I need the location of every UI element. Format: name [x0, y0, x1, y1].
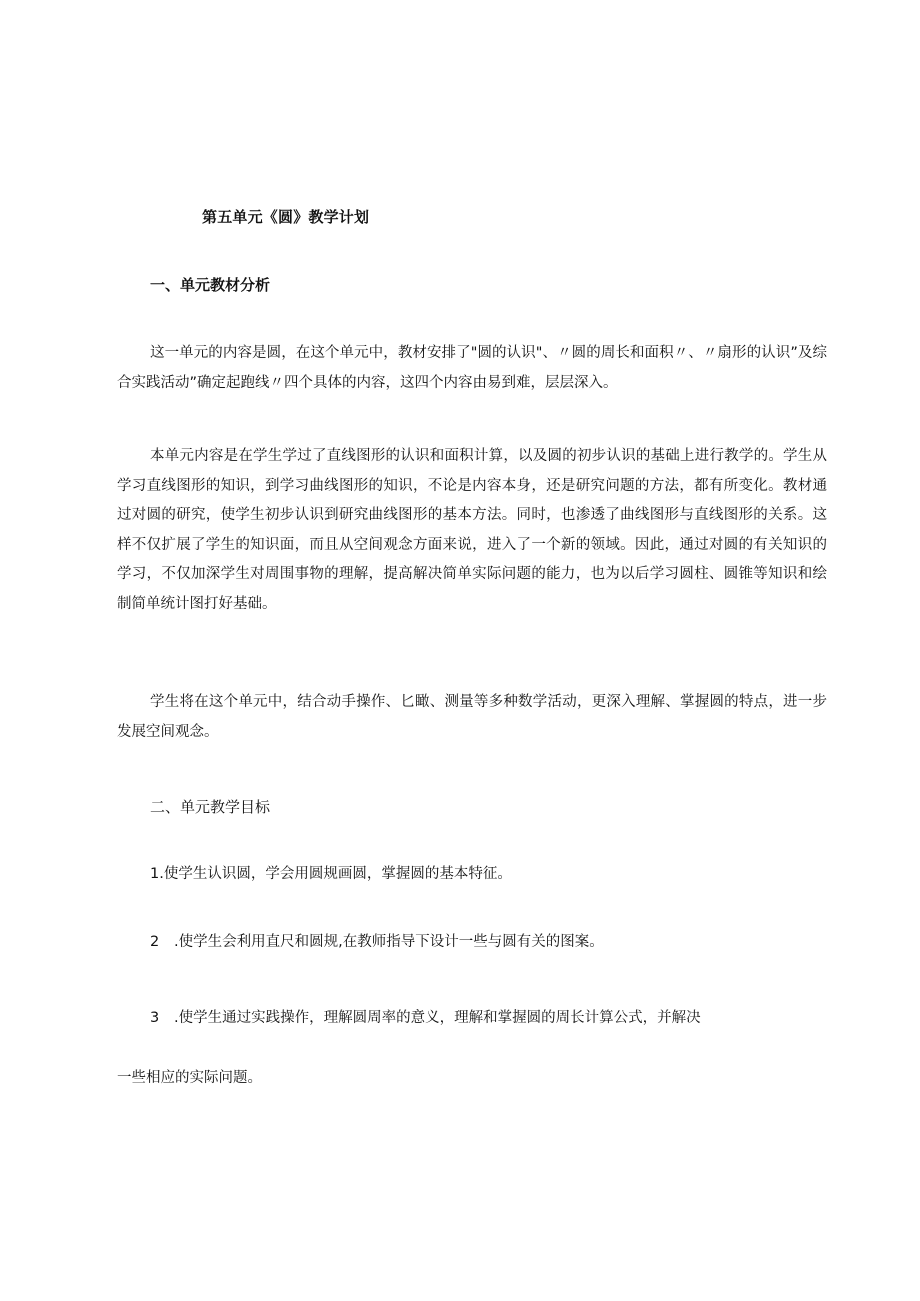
goal-item-3 [150, 1006, 701, 1027]
goal-number: 3 [150, 1010, 160, 1026]
section-heading-goals: 二、单元教学目标 [150, 798, 271, 816]
paragraph-activities: 学生将在这个单元中，结合动手操作、匕瞰、测量等多种数学活动，更深入理解、掌握圆的特点，进一步发展空间观念。 [117, 694, 827, 740]
section-heading-analysis: 一、单元教材分析 [150, 276, 271, 294]
goal-number: 1. [150, 866, 164, 882]
paragraph-background: 本单元内容是在学生学过了直线图形的认识和面积计算，以及圆的初步认识的基础上进行教学的。学生从学习直线图形的知识，到学习曲线图形的知识，不论是内容本身，还是研究问题的方法，都有所变化。教材通过对圆的研究，使学生初步认识到研究曲线图形的基本方法。同时，也渗透了曲线图形与直线图形的关系。这样不仅扩展了学生的知识面，而且从空间观念方面来说，进入了一个新的领域。因此，通过对圆的有关知识的学习，不仅加深学生对周围事物的理解，提高解决简单实际问题的能力，也为以后学习圆柱、圆锥等知识和绘制简单统计图打好基础。 [117, 448, 827, 612]
document-title: 第五单元《圆》教学计划 [202, 208, 370, 226]
goal-text: .使学生通过实践操作，理解圆周率的意义，理解和掌握圆的周长计算公式，并解决 [174, 1010, 701, 1026]
paragraph-intro: 这一单元的内容是圆，在这个单元中，教材安排了"圆的认识"、〃圆的周长和面积〃、〃扇形的认识”及综合实践活动”确定起跑线〃四个具体的内容，这四个内容由易到难，层层深入。 [117, 345, 827, 391]
goal-text: 使学生认识圆，学会用圆规画圆，掌握圆的基本特征。 [163, 866, 512, 882]
goal-item-1 [150, 862, 512, 883]
goal-text: .使学生会利用直尺和圆规,在教师指导下设计一些与圆有关的图案。 [174, 934, 604, 950]
goal-item-2 [150, 930, 604, 951]
goal-item-3-continuation: 一些相应的实际问题。 [117, 1070, 262, 1086]
goal-number: 2 [150, 934, 160, 950]
